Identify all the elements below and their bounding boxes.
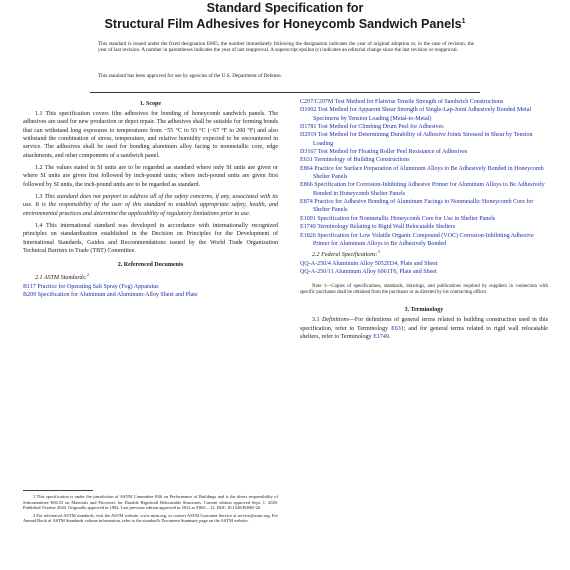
scope-1-2: 1.2 The values stated in SI units are to be regarded as standard where only SI units are given or where SI units are given first followed by inch-pound units; where inch-pound units are given first followed by SI units, the inch-pound units are to be regarded as standard. (23, 164, 278, 188)
scope-1-3: 1.3 This standard does not purport to address all of the safety concerns, if any, associated with its use. It is the responsibility of the user of this standard to establish appropriate safety, health, and environmental practices and determine the applicability of regulatory limitations prior to use. (23, 193, 278, 217)
title-footnote-mark: 1 (461, 18, 466, 25)
reference-designation-link[interactable]: E1749 (300, 224, 316, 231)
reference-designation-link[interactable]: B209 (23, 291, 37, 298)
reference-designation-link[interactable]: E866 (300, 182, 313, 189)
footnotes (23, 494, 278, 524)
reference-entry (300, 232, 548, 249)
federal-specs-label: 2.2 Federal Specifications: (312, 252, 378, 259)
section-heading-terminology: 3. Terminology (404, 307, 444, 314)
reference-entry (300, 98, 548, 106)
designation-note: This standard is issued under the fixed designation E865; the number immediately following the designation indicates the year of original adoption or, in the case of revision, the year of last revision. A number in parentheses indicates the year of last reapproval. A superscript epsilon (ε) indicates an editorial change since the last revision or reapproval. (98, 41, 474, 54)
title-line-1: Standard Specification for (206, 1, 364, 15)
reference-title-link[interactable]: Practice for Surface Preparation of Aluminum Alloys to Be Adhesively Bonded in Honeycomb Shelter Panels (313, 165, 544, 181)
federal-reference-list (300, 260, 548, 277)
reference-title-link[interactable]: Specification for Corrosion-Inhibiting Adhesive Primer for Aluminum Alloys to Be Adhesively Bonded in Honeycomb Shelter Panels (313, 182, 545, 197)
left-column (23, 98, 278, 299)
title-line-2-text: Structural Film Adhesives for Honeycomb Sandwich Panels (104, 17, 462, 31)
reference-entry (300, 106, 548, 123)
link-e631[interactable]: E631 (391, 325, 404, 332)
reference-entry (300, 198, 548, 215)
reference-designation-link[interactable]: D1781 (300, 124, 317, 131)
link-e1749[interactable]: E1749 (373, 334, 389, 341)
definitions-label: Definitions (322, 317, 349, 324)
reference-title-link[interactable]: Specification for Aluminum and Aluminum-Alloy Sheet and Plate (37, 291, 198, 298)
reference-designation-link[interactable]: E1826 (300, 232, 316, 239)
reference-designation-link[interactable]: D3167 (300, 149, 317, 156)
footnote-2: 2 For referenced ASTM standards, visit the ASTM website, www.astm.org, or contact ASTM Customer Service at service@astm.org. For Annual Book of ASTM Standards volume information, refer to the standard's Document Summary page on the ASTM website. (23, 512, 278, 524)
terminology-3-1: 3.1 Definitions—For definitions of general terms related to building construction used in this specification, refer to Terminology E631; and for general terms related to rigid wall relocatable shelters, refer to Terminology E1749. (300, 317, 548, 341)
scope-1-4: 1.4 This international standard was developed in accordance with internationally recognized principles on standardization established in the Decision on Principles for the Development of International Standards, Guides and Recommendations issued by the World Trade Organization Technical Barriers to Trade (TBT) Committee. (23, 222, 278, 254)
reference-entry (300, 215, 548, 223)
reference-title-link[interactable]: Test Method for Determining Durability of Adhesive Joints Stressed in Shear by Tension Loading (313, 132, 533, 147)
reference-designation-link[interactable]: D2919 (300, 132, 317, 139)
reference-entry (300, 223, 548, 231)
reference-entry (300, 181, 548, 198)
right-column (300, 98, 548, 342)
reference-designation-link[interactable]: E1091 (300, 215, 316, 222)
astm-standards-label: 2.1 ASTM Standards: (35, 275, 87, 282)
reference-title-link[interactable]: Practice for Adhesive Bonding of Aluminum Facings to Nonmetallic Honeycomb Core for Shelter Panels (313, 199, 534, 214)
federal-specs-intro (300, 248, 548, 259)
reference-entry (300, 165, 548, 182)
title-line-2 (0, 15, 570, 31)
reference-entry (300, 156, 548, 164)
reference-title-link[interactable]: Terminology of Building Constructions (314, 157, 410, 164)
reference-list-left (23, 283, 278, 300)
reference-entry (300, 131, 548, 148)
header-divider (90, 92, 480, 93)
reference-designation-link[interactable]: B117 (23, 283, 36, 290)
footnote-divider (23, 490, 93, 491)
reference-designation-link[interactable]: E631 (300, 157, 313, 164)
reference-designation-link[interactable]: E864 (300, 165, 313, 172)
reference-entry (300, 260, 548, 268)
section-heading-referenced: 2. Referenced Documents (117, 261, 184, 268)
astm-standards-intro (23, 271, 278, 282)
reference-designation-link[interactable]: D1002 (300, 107, 317, 114)
dod-approval-note: This standard has been approved for use by agencies of the U.S. Department of Defense. (98, 73, 282, 79)
astm-footnote-mark: 2 (86, 272, 89, 278)
reference-title-link[interactable]: Aluminum Alloy 5052H34, Plate and Sheet (332, 260, 438, 267)
section-heading-scope: 1. Scope (139, 100, 162, 107)
note-1: Note 1—Copies of specifications, standards, drawings, and publications required by suppliers in connection with specific purchases shall be obtained from the purchaser or as directed by his contracting officer. (300, 284, 548, 296)
reference-title-link[interactable]: Test Method for Climbing Drum Peel for Adhesives (317, 124, 444, 131)
scope-1-1: 1.1 This specification covers film adhesives for bonding of honeycomb sandwich panels. The adhesives are used for new production or depot repair. The adhesives shall be suitable for forming bonds that can withstand long exposures to temperatures from −55 °C to 93 °C (−67 °F to 200 °F) and also withstand the combination of stress, temperature, and relative humidity expected to be encountered in service. The adhesives shall be used for bonding aluminum alloy facing to nonmetallic core, edge attachments, and other components of a sandwich panel. (23, 110, 278, 159)
reference-designation-link[interactable]: QQ-A-250/4 (300, 260, 331, 267)
footnote-1: 1 This specification is under the jurisdiction of ASTM Committee E06 on Performance of Buildings and is the direct responsibility of Subcommittee E06.53 on Materials and Processes for Durable Rigidwall Relocatable Structures. Current edition approved Sept. 1, 2020. Published October 2020. Originally approved in 1982. Last previous edition approved in 2012 as E865 – 12. DOI: 10.1520/E0865-20. (23, 494, 278, 511)
reference-title-link[interactable]: Specification for Nonmetallic Honeycomb Core for Use in Shelter Panels (317, 215, 496, 222)
reference-designation-link[interactable]: QQ-A-250/11 (300, 268, 334, 275)
reference-entry (300, 268, 548, 276)
reference-entry (23, 291, 278, 299)
reference-title-link[interactable]: Test Method for Apparent Shear Strength of Single-Lap-Joint Adhesively Bonded Metal Specimens by Tension Loading (Metal-to-Metal) (313, 107, 532, 122)
reference-designation-link[interactable]: C297/C297M (300, 99, 334, 105)
reference-entry (300, 123, 548, 131)
reference-title-link[interactable]: Test Method for Floating Roller Peel Resistance of Adhesives (317, 149, 468, 156)
reference-title-link[interactable]: Test Method for Flatwise Tensile Strength of Sandwich Constructions (334, 99, 504, 105)
reference-designation-link[interactable]: E874 (300, 199, 313, 206)
federal-footnote-mark: 3 (377, 249, 380, 255)
reference-title-link[interactable]: Practice for Operating Salt Spray (Fog) Apparatus (37, 283, 159, 290)
reference-title-link[interactable]: Specification for Low Volatile Organic Compound (VOC) Corrosion-Inhibiting Adhesive Primer for Aluminum Alloys to Be Adhesively Bonded (313, 232, 534, 247)
reference-list-right (300, 98, 548, 248)
reference-title-link[interactable]: Terminology Relating to Rigid Wall Relocatable Shelters (317, 224, 456, 231)
reference-entry (23, 283, 278, 291)
reference-entry (300, 148, 548, 156)
reference-title-link[interactable]: Aluminum Alloy 6061T6, Plate and Sheet (334, 268, 437, 275)
